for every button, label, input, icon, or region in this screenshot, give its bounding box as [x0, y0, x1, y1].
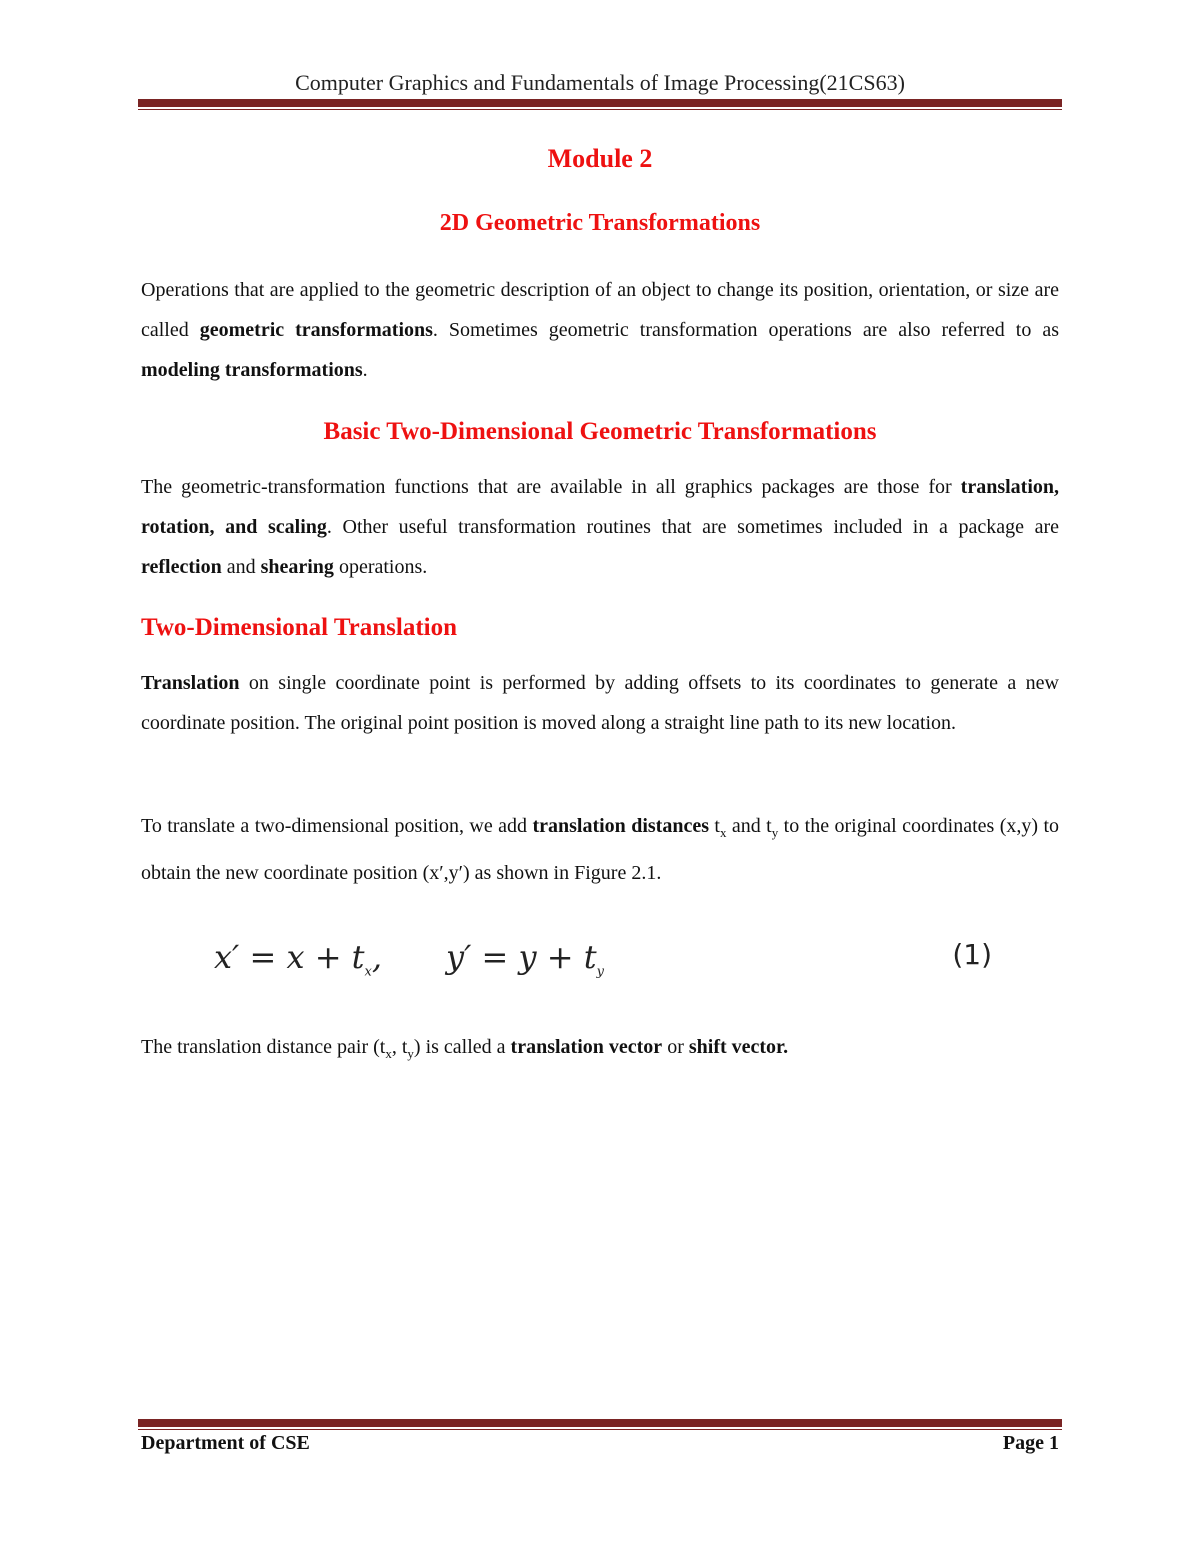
text-span: operations. — [333, 556, 428, 578]
bold-term: reflection — [141, 556, 222, 578]
bold-term: Translation — [141, 672, 240, 694]
equation-right — [446, 938, 604, 979]
text-span: on single coordinate point is performed by adding offsets to its coordinates to generate a new coordinate position. The original point position is moved along a straight line path to its new location. — [141, 672, 1059, 734]
subscript: y — [771, 825, 779, 840]
translate-paragraph — [141, 806, 1059, 893]
equation-left — [214, 938, 382, 979]
section-title: 2D Geometric Transformations — [439, 210, 761, 236]
text-span: The translation distance pair (t — [141, 1036, 386, 1058]
text-span: or — [662, 1036, 689, 1058]
bold-term: shift vector. — [688, 1036, 789, 1058]
text-span: . — [362, 359, 368, 381]
bold-term: translation distances — [532, 815, 709, 837]
bold-term: modeling transformations — [141, 359, 363, 381]
text-span: , t — [391, 1036, 408, 1058]
translation-paragraph — [141, 663, 1059, 743]
bold-term: geometric transformations — [199, 319, 433, 341]
basic-paragraph — [141, 467, 1059, 587]
vector-paragraph — [141, 1027, 1059, 1074]
subscript: x — [364, 964, 372, 980]
translation-equation — [214, 938, 1004, 998]
text-span: to the original coordinates (x,y) to obtain the new coordinate position (x′,y′) as shown in Figure 2.1. — [141, 815, 1060, 884]
footer-page-number: Page 1 — [1002, 1432, 1059, 1454]
intro-paragraph — [141, 270, 1059, 390]
text-span: and — [221, 556, 261, 578]
bold-term: translation vector — [510, 1036, 663, 1058]
header-rule — [138, 99, 1062, 107]
translation-heading: Two-Dimensional Translation — [141, 614, 458, 641]
subscript: x — [719, 825, 727, 840]
equation-text: y′ = y + t — [446, 938, 597, 976]
text-span: and t — [726, 815, 772, 837]
subscript: x — [385, 1046, 392, 1061]
subscript: y — [407, 1046, 414, 1061]
subscript: y — [596, 964, 604, 980]
bold-term: translation, rotation, and scaling — [141, 476, 1059, 538]
footer-rule — [138, 1419, 1062, 1427]
text-span: . Sometimes geometric transformation operations are also referred to as — [432, 319, 1059, 341]
running-header: Computer Graphics and Fundamentals of Image Processing(21CS63) — [295, 70, 905, 95]
equation-text: x′ = x + t — [214, 938, 365, 976]
text-span: Operations that are applied to the geometric description of an object to change its position, orientation, or size are called — [141, 279, 1059, 341]
equation-number: (1) — [952, 938, 992, 971]
basic-heading: Basic Two-Dimensional Geometric Transformations — [323, 418, 877, 445]
bold-term: shearing — [260, 556, 334, 578]
text-span: To translate a two-dimensional position, we add — [141, 815, 533, 837]
text-span: ) is called a — [413, 1036, 511, 1058]
text-span: t — [708, 815, 720, 837]
text-span: . Other useful transformation routines that are sometimes included in a package are — [326, 516, 1059, 538]
footer-department: Department of CSE — [141, 1432, 310, 1454]
equation-text: , — [371, 938, 383, 976]
text-span: The geometric-transformation functions that are available in all graphics packages are those for — [141, 476, 961, 498]
module-title: Module 2 — [547, 144, 653, 173]
